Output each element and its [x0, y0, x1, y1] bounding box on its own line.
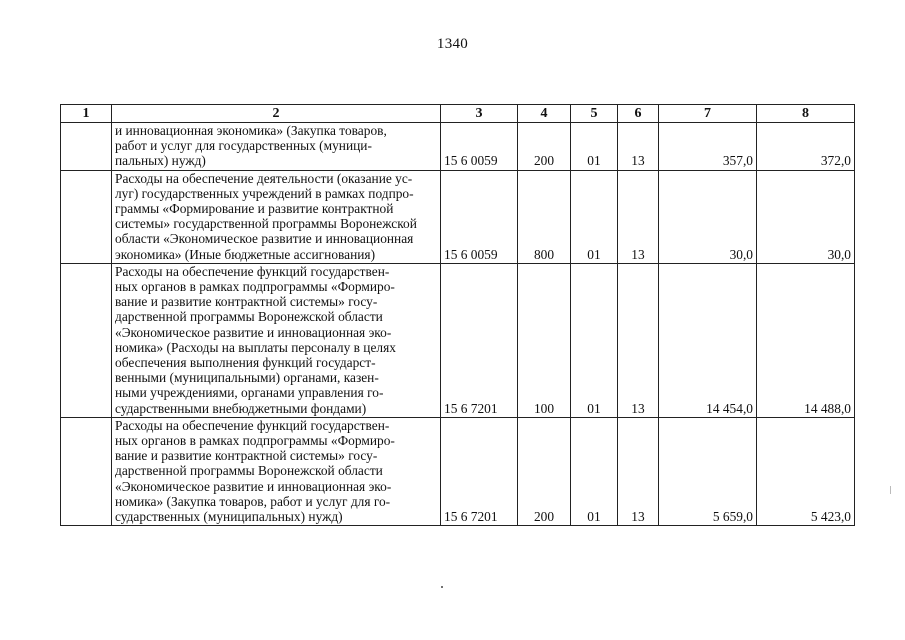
description-cell — [112, 170, 441, 263]
expense-type-cell: 200 — [518, 417, 571, 525]
program-code-cell: 15 6 7201 — [441, 263, 518, 417]
column-header: 5 — [571, 105, 618, 123]
row-number-cell — [61, 263, 112, 417]
subsection-cell: 13 — [618, 123, 659, 171]
scan-speck — [441, 586, 443, 588]
page-number: 1340 — [436, 36, 469, 52]
header-row — [61, 105, 855, 123]
subsection-cell: 13 — [618, 417, 659, 525]
table-row — [61, 263, 855, 417]
expense-type-cell: 800 — [518, 170, 571, 263]
amount-cell: 5 659,0 — [659, 417, 757, 525]
column-header: 6 — [618, 105, 659, 123]
subsection-cell: 13 — [618, 263, 659, 417]
table-row — [61, 123, 855, 171]
column-header: 7 — [659, 105, 757, 123]
program-code-cell: 15 6 0059 — [441, 123, 518, 171]
amount-cell: 357,0 — [659, 123, 757, 171]
budget-table — [60, 104, 855, 526]
section-cell: 01 — [571, 417, 618, 525]
expense-type-cell: 200 — [518, 123, 571, 171]
column-header: 1 — [61, 105, 112, 123]
column-header: 4 — [518, 105, 571, 123]
table-row — [61, 417, 855, 525]
subsection-cell: 13 — [618, 170, 659, 263]
description-cell — [112, 417, 441, 525]
amount-cell: 372,0 — [757, 123, 855, 171]
column-header: 8 — [757, 105, 855, 123]
description-cell — [112, 123, 441, 171]
column-header: 2 — [112, 105, 441, 123]
description-text: и инновационная экономика» (Закупка товаров, работ и услуг для государственных (муници- пальных) нужд) — [115, 123, 387, 169]
section-cell: 01 — [571, 123, 618, 171]
program-code-cell: 15 6 0059 — [441, 170, 518, 263]
description-cell — [112, 263, 441, 417]
row-number-cell — [61, 123, 112, 171]
section-cell: 01 — [571, 170, 618, 263]
amount-cell: 14 454,0 — [659, 263, 757, 417]
section-cell: 01 — [571, 263, 618, 417]
amount-cell: 14 488,0 — [757, 263, 855, 417]
program-code-cell: 15 6 7201 — [441, 417, 518, 525]
amount-cell: 30,0 — [757, 170, 855, 263]
amount-cell: 5 423,0 — [757, 417, 855, 525]
description-text: Расходы на обеспечение деятельности (оказание ус- луг) государственных учреждений в рамках подпро- граммы «Формирование и развитие контрактной системы» государственной программы Воронежской области «Экономическое развитие и инновационная экономика» (Иные бюджетные ассигнования) — [115, 170, 417, 262]
column-header: 3 — [441, 105, 518, 123]
description-text: Расходы на обеспечение функций государствен- ных органов в рамках подпрограммы «Формиро- вание и развитие контрактной системы» госу- дарственной программы Воронежской области «Экономическое развитие и инновационная эко- номика» (Закупка товаров, работ и услуг для го- сударственных (муниципальных) нужд) — [115, 417, 395, 525]
expense-type-cell: 100 — [518, 263, 571, 417]
table-row — [61, 170, 855, 263]
row-number-cell — [61, 417, 112, 525]
scan-edge-mark — [890, 486, 891, 494]
row-number-cell — [61, 170, 112, 263]
description-text: Расходы на обеспечение функций государствен- ных органов в рамках подпрограммы «Формиро- вание и развитие контрактной системы» госу- дарственной программы Воронежской области «Экономическое развитие и инновационная эко- номика» (Расходы на выплаты персоналу в целях обеспечения выполнения функций государст- венными (муниципальными) органами, казен- ными учреждениями, органами управления го- сударственными внебюджетными фондами) — [115, 263, 396, 416]
amount-cell: 30,0 — [659, 170, 757, 263]
